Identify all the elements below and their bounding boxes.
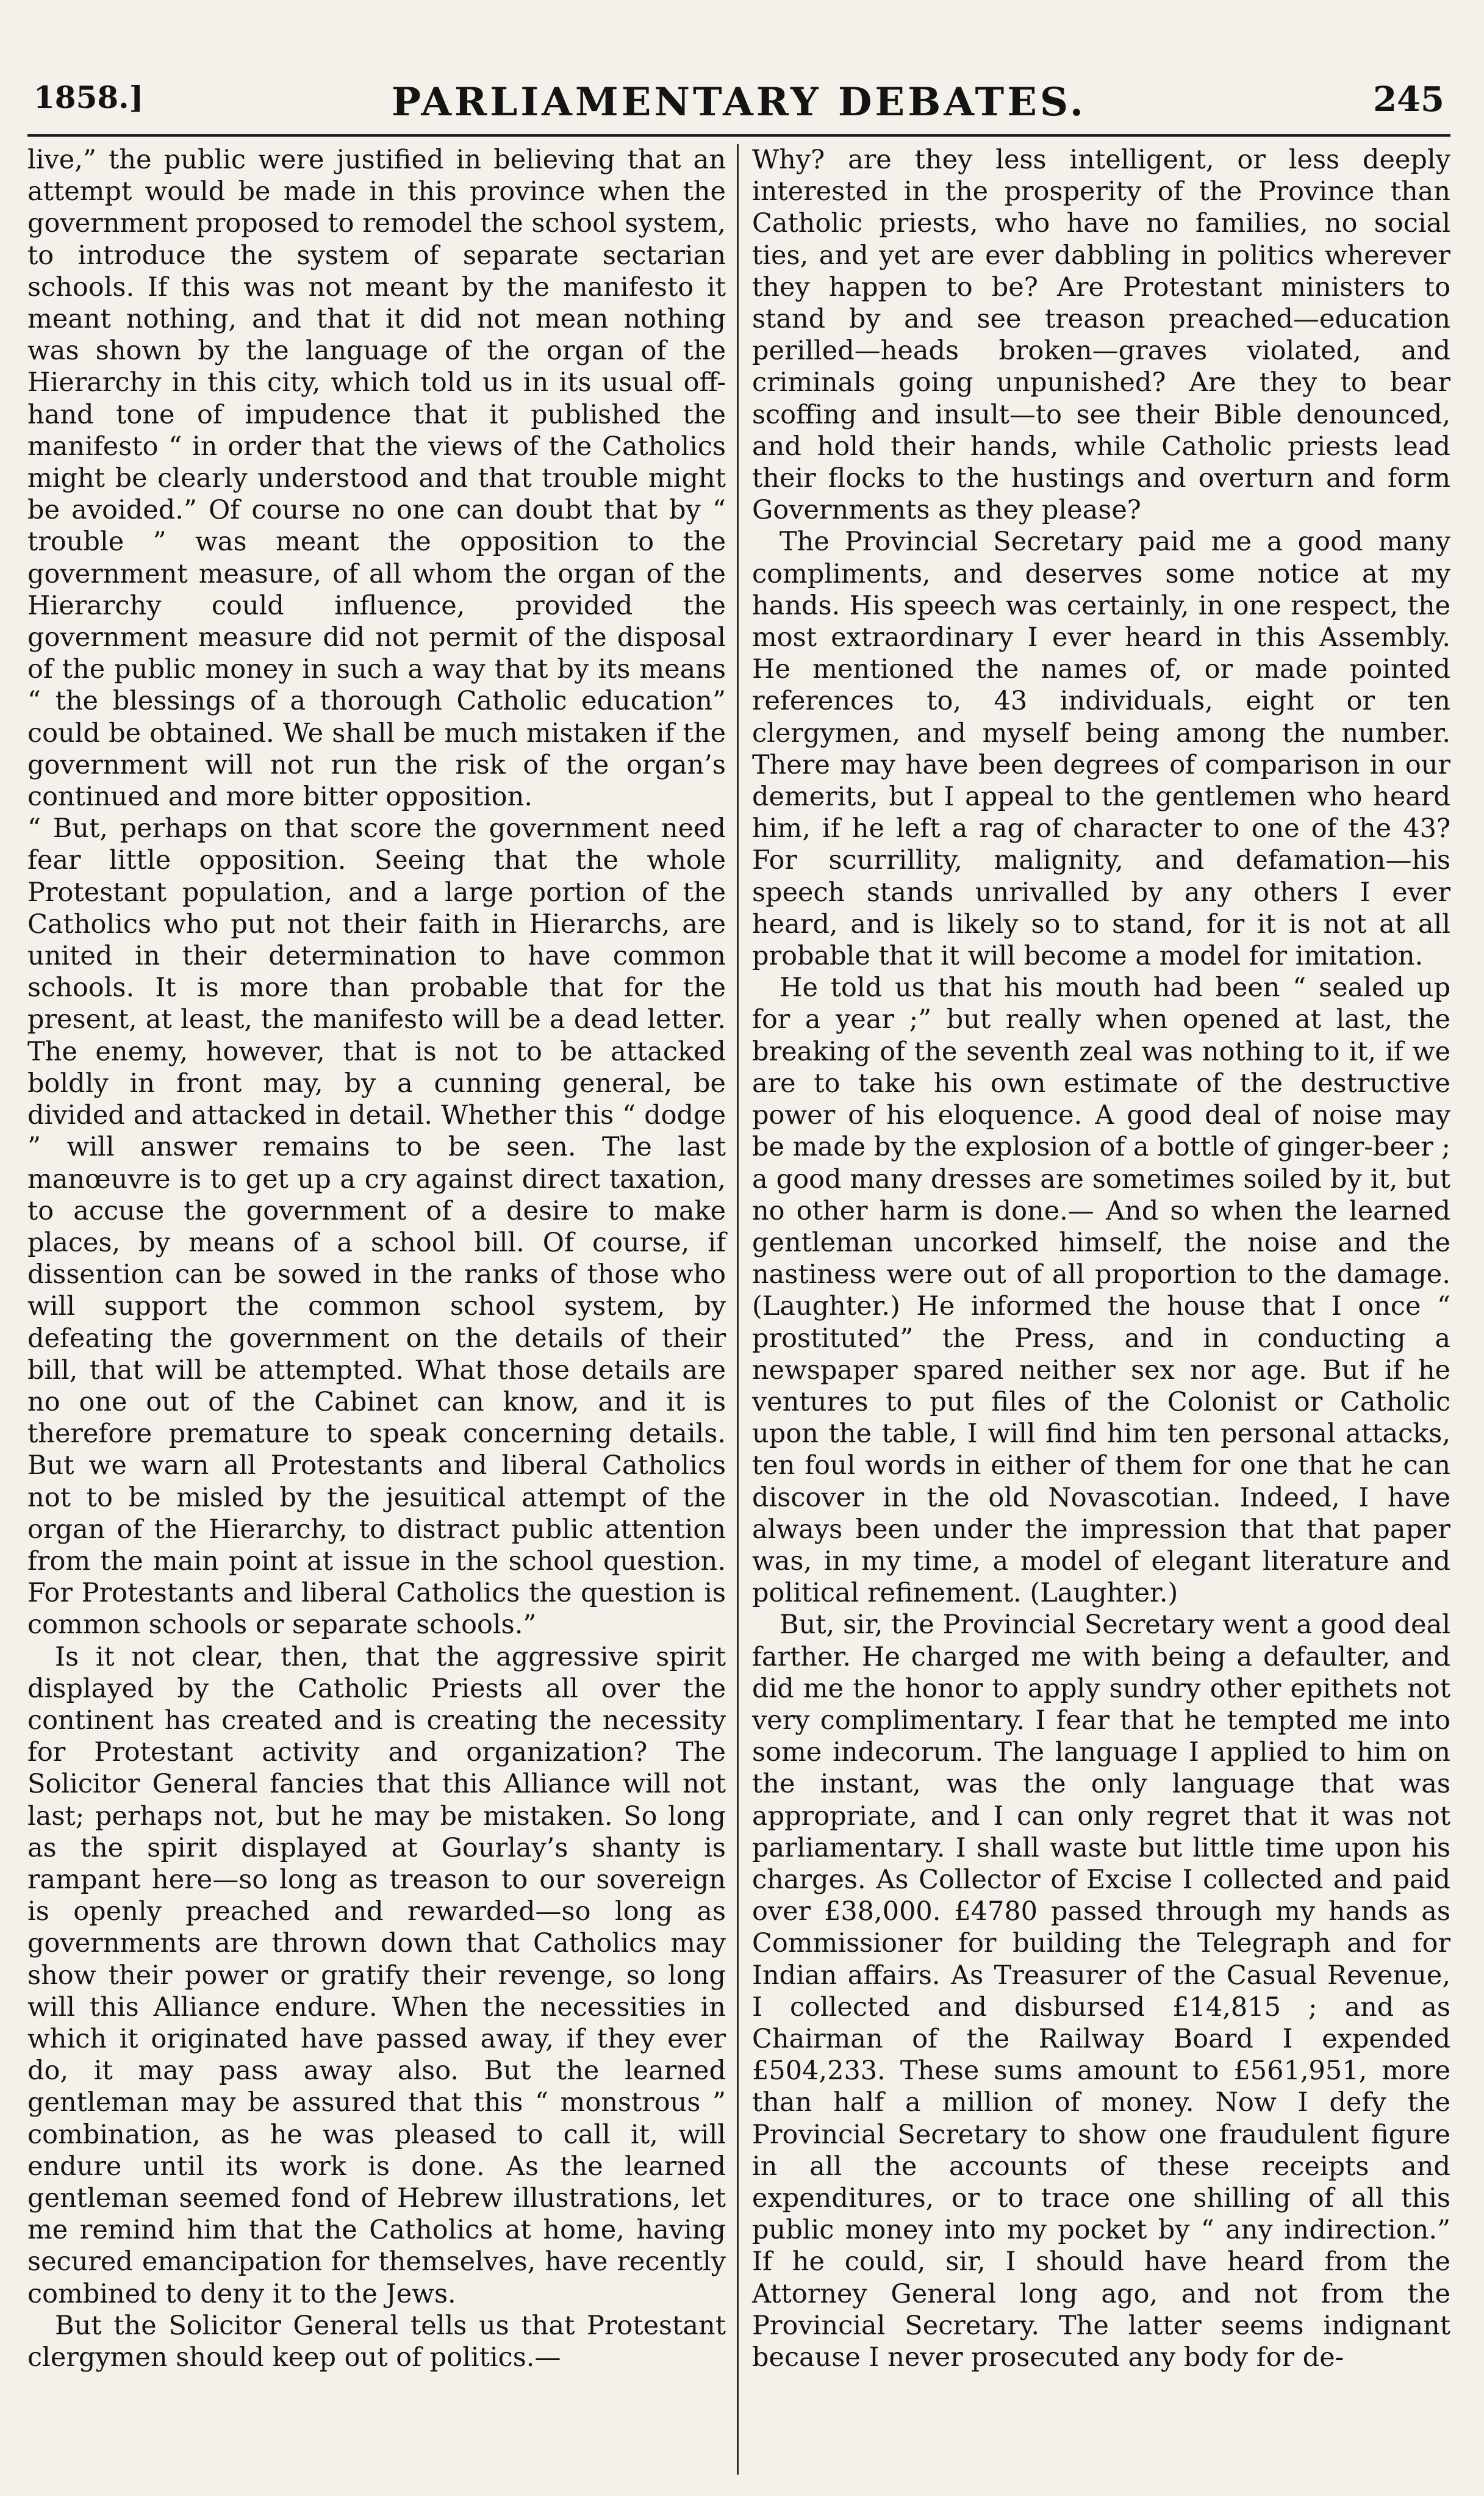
right-paragraph-1: Why? are they less intelligent, or less deeply interested in the prosperity of the Province than Catholic priests, who have no families, no social ties, and yet are ever dabbling in politics wherever they happen to be? Are Protestant ministers to stand by and see treason preached—education perilled—heads broken—graves violated, and criminals going unpunished? Are they to bear scoffing and insult—to see their Bible denounced, and hold their hands, while Catholic priests lead their flocks to the hustings and overturn and form Governments as they please?: [751, 145, 1450, 526]
right-paragraph-4: But, sir, the Provincial Secretary went a good deal farther. He charged me with being a defaulter, and did me the honor to apply sundry other epithets not very complimentary. I fear that he tempted me into some indecorum. The language I applied to him on the instant, was the only language that was appropriate, and I can only regret that it was not parliamentary. I shall waste but little time upon his charges. As Collector of Excise I collected and paid over £38,000. £4780 passed through my hands as Commissioner for building the Telegraph and for Indian affairs. As Treasurer of the Casual Revenue, I collected and disbursed £14,815 ; and as Chairman of the Railway Board I expended £504,233. These sums amount to £561,951, more than half a million of money. Now I defy the Provincial Secretary to show one fraudulent figure in all the accounts of these receipts and expenditures, or to trace one shilling of all this public money into my pocket by “ any indirection.” If he could, sir, I should have heard from the Attorney General long ago, and not from the Provincial Secretary. The latter seems indignant because I never prosecuted any body for de-: [751, 1609, 1450, 2373]
right-paragraph-3: He told us that his mouth had been “ sealed up for a year ;” but really when opened at last, the breaking of the seventh zeal was nothing to it, if we are to take his own estimate of the destructive power of his eloquence. A good deal of noise may be made by the explosion of a bottle of ginger-beer ; a good many dresses are sometimes soiled by it, but no other harm is done.— And so when the learned gentleman uncorked himself, the noise and the nastiness were out of all proportion to the damage. (Laughter.) He informed the house that I once “ prostituted” the Press, and in conducting a newspaper spared neither sex nor age. But if he ventures to put files of the Colonist or Catholic upon the table, I will find him ten personal attacks, ten foul words in either of them for one that he can discover in the old Novascotian. Indeed, I have always been under the impression that that paper was, in my time, a model of elegant literature and political refinement. (Laughter.): [751, 973, 1450, 1609]
header-year: 1858.]: [34, 79, 144, 115]
header-page-number: 245: [1373, 79, 1444, 120]
left-paragraph-1: live,” the public were justified in believing that an attempt would be made in this province when the government proposed to remodel the school system, to introduce the system of separate sectarian schools. If this was not meant by the manifesto it meant nothing, and that it did not mean nothing was shown by the language of the organ of the Hierarchy in this city, which told us in its usual off-hand tone of impudence that it published the manifesto “ in order that the views of the Catholics might be clearly understood and that trouble might be avoided.” Of course no one can doubt that by “ trouble ” was meant the opposition to the government measure, of all whom the organ of the Hierarchy could influence, provided the government measure did not permit of the disposal of the public money in such a way that by its means “ the blessings of a thorough Catholic education” could be obtained. We shall be much mistaken if the government will not run the risk of the organ’s continued and more bitter opposition.: [27, 145, 726, 813]
right-paragraph-2: The Provincial Secretary paid me a good many compliments, and deserves some notice at my hands. His speech was certainly, in one respect, the most extraordinary I ever heard in this Assembly. He mentioned the names of, or made pointed references to, 43 individuals, eight or ten clergymen, and myself being among the number. There may have been degrees of comparison in our demerits, but I appeal to the gentlemen who heard him, if he left a rag of character to one of the 43? For scurrillity, malignity, and defamation—his speech stands unrivalled by any others I ever heard, and is likely so to stand, for it is not at all probable that it will become a model for imitation.: [751, 527, 1450, 972]
page-header: [27, 67, 1450, 137]
header-title: PARLIAMENTARY DEBATES.: [391, 79, 1087, 125]
left-column: [27, 144, 737, 2475]
left-paragraph-2: “ But, perhaps on that score the government need fear little opposition. Seeing that the whole Protestant population, and a large portion of the Catholics who put not their faith in Hierarchs, are united in their determination to have common schools. It is more than probable that for the present, at least, the manifesto will be a dead letter. The enemy, however, that is not to be attacked boldly in front may, by a cunning general, be divided and attacked in detail. Whether this “ dodge ” will answer remains to be seen. The last manœuvre is to get up a cry against direct taxation, to accuse the government of a desire to make places, by means of a school bill. Of course, if dissention can be sowed in the ranks of those who will support the common school system, by defeating the government on the details of their bill, that will be attempted. What those details are no one out of the Cabinet can know, and it is therefore premature to speak concerning details. But we warn all Protestants and liberal Catholics not to be misled by the jesuitical attempt of the organ of the Hierarchy, to distract public attention from the main point at issue in the school question. For Protestants and liberal Catholics the question is common schools or separate schools.”: [27, 813, 726, 1641]
text-columns: [27, 144, 1450, 2475]
left-paragraph-3: Is it not clear, then, that the aggressive spirit displayed by the Catholic Priests all over the continent has created and is creating the necessity for Protestant activity and organization? The Solicitor General fancies that this Alliance will not last; perhaps not, but he may be mistaken. So long as the spirit displayed at Gourlay’s shanty is rampant here—so long as treason to our sovereign is openly preached and rewarded—so long as governments are thrown down that Catholics may show their power or gratify their revenge, so long will this Alliance endure. When the necessities in which it originated have passed away, if they ever do, it may pass away also. But the learned gentleman may be assured that this “ monstrous ” combination, as he was pleased to call it, will endure until its work is done. As the learned gentleman seemed fond of Hebrew illustrations, let me remind him that the Catholics at home, having secured emancipation for themselves, have recently combined to deny it to the Jews.: [27, 1641, 726, 2309]
left-paragraph-4: But the Solicitor General tells us that Protestant clergymen should keep out of politics.—: [27, 2310, 726, 2373]
right-column: [739, 144, 1450, 2475]
